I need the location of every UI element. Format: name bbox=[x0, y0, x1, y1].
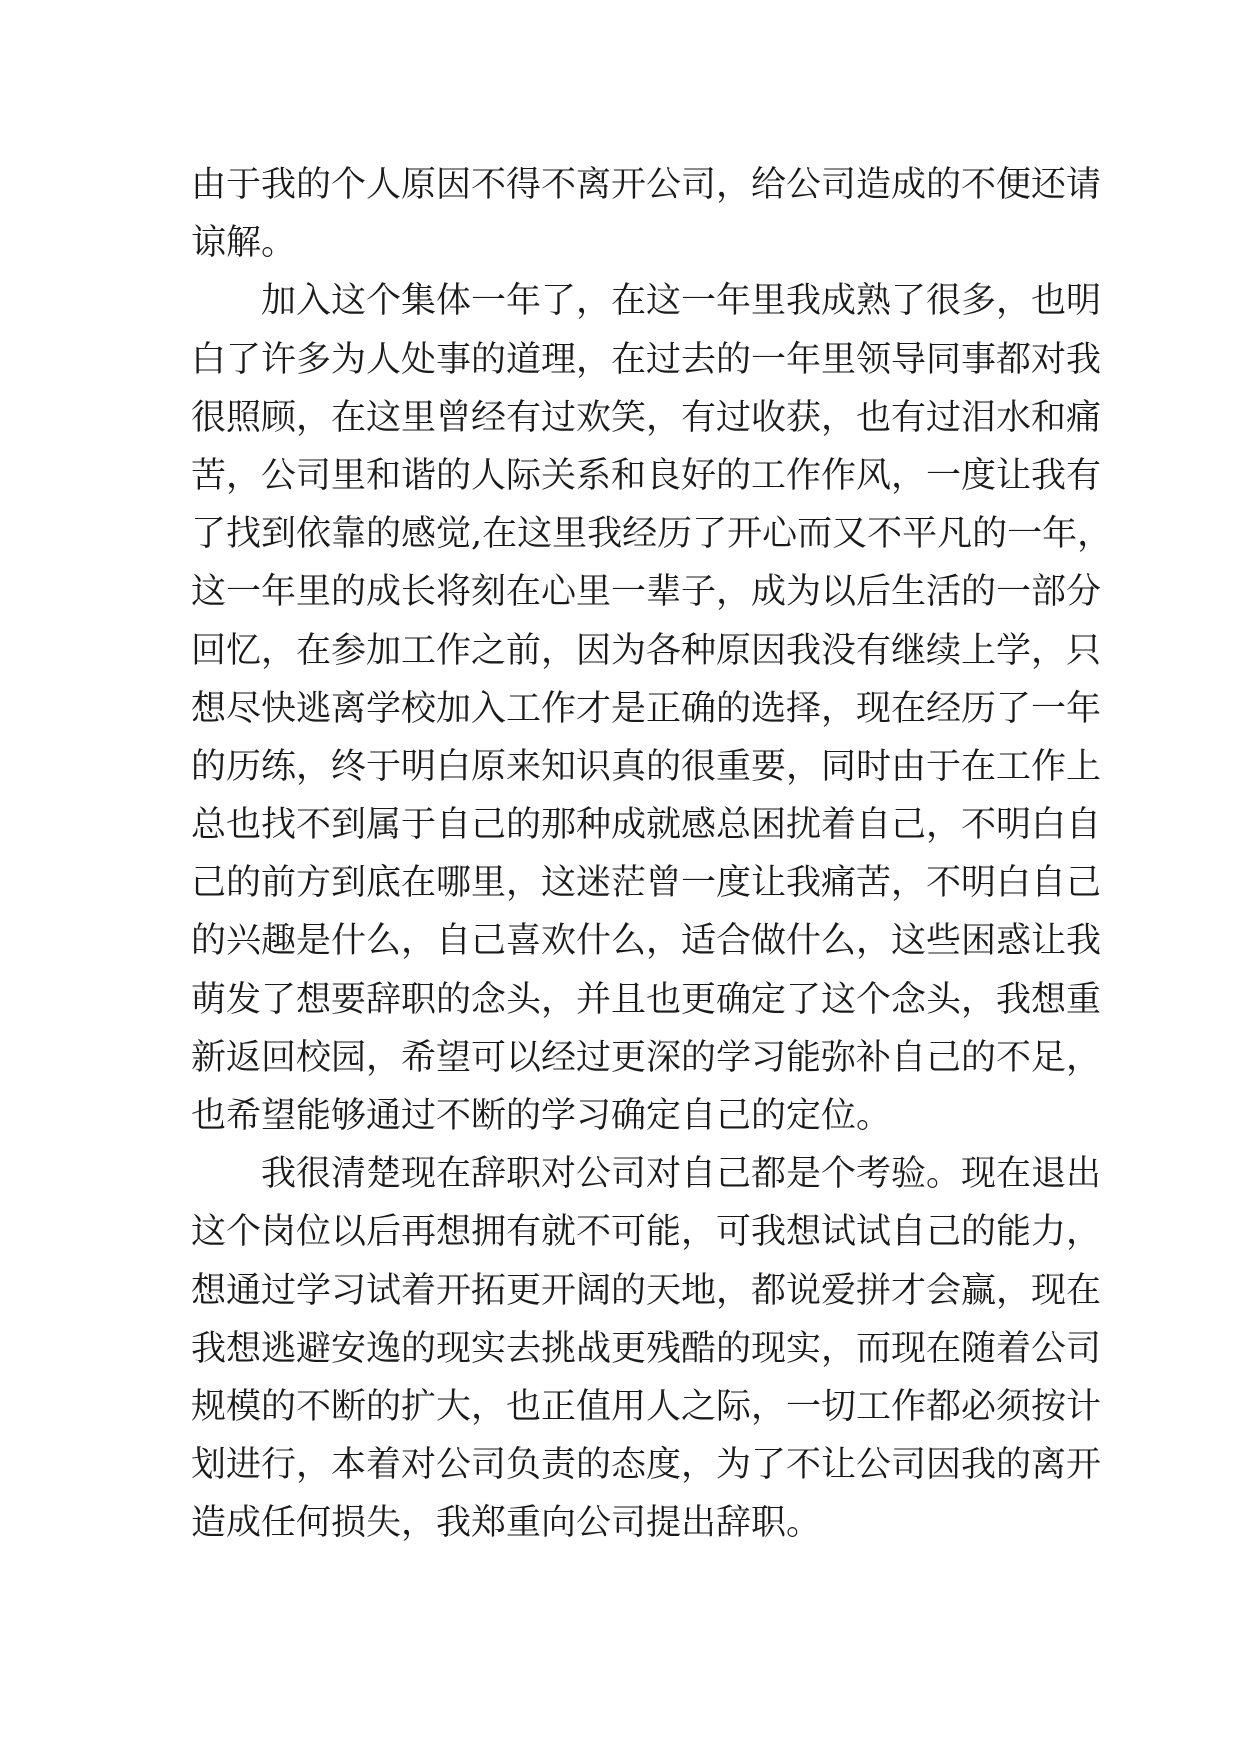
text-line: 的兴趣是什么，自己喜欢什么，适合做什么，这些困惑让我 bbox=[191, 921, 1102, 962]
text-line: 加入这个集体一年了，在这一年里我成熟了很多，也明 bbox=[261, 281, 1102, 322]
text-line: 想尽快逃离学校加入工作才是正确的选择，现在经历了一年 bbox=[191, 688, 1102, 729]
text-line: 规模的不断的扩大，也正值用人之际，一切工作都必须按计 bbox=[191, 1386, 1102, 1427]
text-line: 造成任何损失，我郑重向公司提出辞职。 bbox=[191, 1503, 822, 1544]
text-line: 很照顾，在这里曾经有过欢笑，有过收获，也有过泪水和痛 bbox=[191, 397, 1102, 438]
text-line: 总也找不到属于自己的那种成就感总困扰着自己，不明白自 bbox=[191, 805, 1102, 846]
text-line: 谅解。 bbox=[191, 223, 297, 264]
paragraph-1 bbox=[191, 156, 1102, 272]
text-line: 的历练，终于明白原来知识真的很重要，同时由于在工作上 bbox=[191, 746, 1102, 787]
paragraph-2 bbox=[191, 272, 1113, 1145]
paragraph-3 bbox=[191, 1145, 1102, 1552]
text-line: 白了许多为人处事的道理，在过去的一年里领导同事都对我 bbox=[191, 339, 1102, 380]
text-line: 也希望能够通过不断的学习确定自己的定位。 bbox=[191, 1096, 892, 1136]
text-line: 己的前方到底在哪里，这迷茫曾一度让我痛苦，不明白自己 bbox=[191, 863, 1102, 904]
text-line: 我想逃避安逸的现实去挑战更残酷的现实，而现在随着公司 bbox=[191, 1328, 1102, 1369]
text-line: 回忆，在参加工作之前，因为各种原因我没有继续上学，只 bbox=[191, 630, 1102, 671]
text-line: 苦，公司里和谐的人际关系和良好的工作作风，一度让我有 bbox=[191, 455, 1102, 496]
text-line: 萌发了想要辞职的念头，并且也更确定了这个念头，我想重 bbox=[191, 979, 1102, 1020]
text-line: 我很清楚现在辞职对公司对自己都是个考验。现在退出 bbox=[261, 1154, 1102, 1195]
text-line: 由于我的个人原因不得不离开公司，给公司造成的不便还请 bbox=[191, 165, 1102, 205]
document-body bbox=[191, 156, 1113, 1553]
text-line: 想通过学习试着开拓更开阔的天地，都说爱拼才会赢，现在 bbox=[191, 1270, 1102, 1311]
text-line: 新返回校园，希望可以经过更深的学习能弥补自己的不足， bbox=[191, 1037, 1102, 1078]
text-line: 这一年里的成长将刻在心里一辈子，成为以后生活的一部分 bbox=[191, 572, 1102, 613]
text-line: 这个岗位以后再想拥有就不可能，可我想试试自己的能力， bbox=[191, 1212, 1102, 1253]
text-line: 了找到依靠的感觉,在这里我经历了开心而又不平凡的一年， bbox=[191, 514, 1113, 555]
text-line: 划进行，本着对公司负责的态度，为了不让公司因我的离开 bbox=[191, 1445, 1102, 1486]
